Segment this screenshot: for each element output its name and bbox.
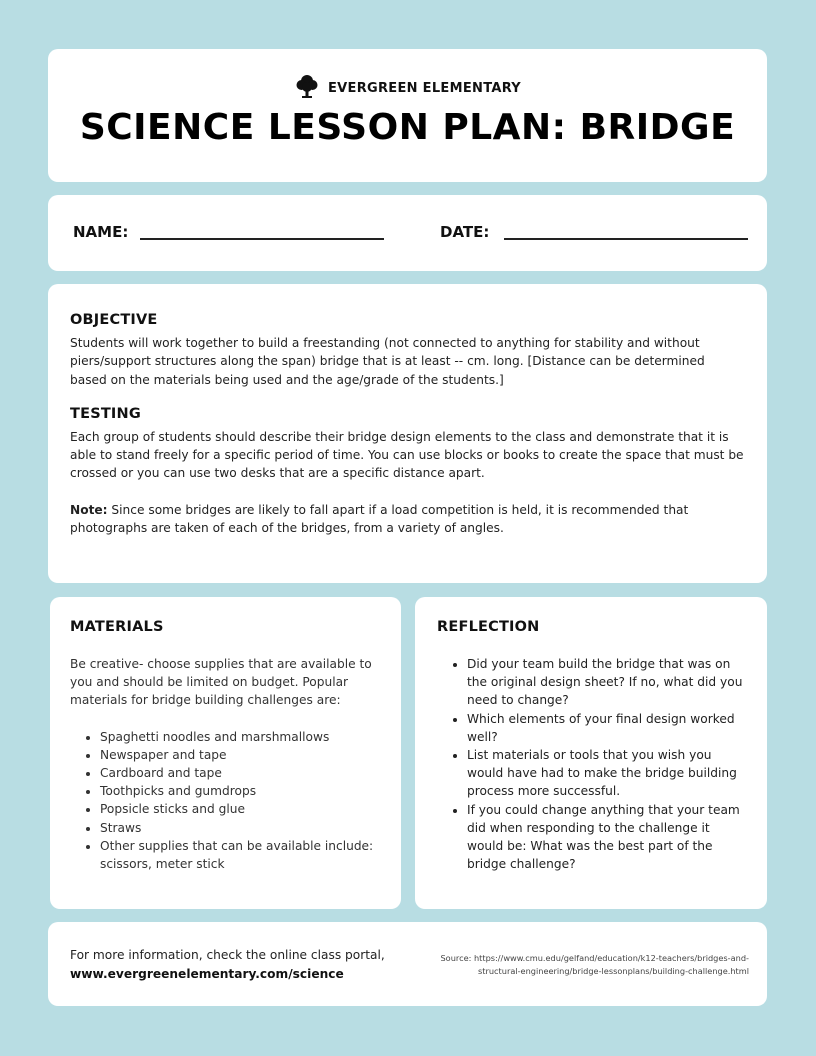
school-name: EVERGREEN ELEMENTARY (327, 80, 522, 96)
name-date-card (48, 195, 767, 271)
list-item: • Newspaper and tape (100, 746, 381, 764)
list-item: • List materials or tools that you wish you would have had to make the bridge building process more successful. (467, 746, 747, 801)
testing-text: Each group of students should describe their bridge design elements to the class and demonstrate that it is able to stand freely for a specific period of time. You can use blocks or books to create the space that must be crossed or you can use two desks that are a specific distance apart. (70, 429, 744, 481)
footer-info (70, 946, 410, 983)
note-paragraph (70, 501, 745, 538)
materials-list (70, 728, 381, 874)
objective-card (48, 284, 767, 583)
note-text: Since some bridges are likely to fall apart if a load competition is held, it is recommended that photographs are taken of each of the bridges, from a variety of angles. (70, 502, 689, 536)
list-item: • Spaghetti noodles and marshmallows (100, 728, 381, 746)
list-item: • Which elements of your final design worked well? (467, 710, 747, 746)
date-field[interactable] (504, 238, 748, 240)
reflection-list (437, 655, 747, 873)
materials-intro: Be creative- choose supplies that are available to you and should be limited on budget. Popular materials for bridge building challenges are: (70, 657, 372, 708)
list-item: • Other supplies that can be available include: scissors, meter stick (100, 837, 381, 873)
testing-heading: TESTING (70, 405, 141, 422)
school-branding (48, 73, 767, 103)
footer-card (48, 922, 767, 1006)
name-label: NAME: (73, 223, 129, 241)
reflection-card (415, 597, 767, 909)
footer-info-text: For more information, check the online class portal, (70, 948, 385, 962)
list-item: • Straws (100, 819, 381, 837)
note-label: Note: (70, 502, 108, 517)
materials-card (50, 597, 401, 909)
date-label: DATE: (440, 223, 490, 241)
reflection-heading: REFLECTION (437, 619, 540, 635)
list-item: • Popsicle sticks and glue (100, 800, 381, 818)
list-item: • Toothpicks and gumdrops (100, 782, 381, 800)
materials-heading: MATERIALS (70, 619, 164, 635)
portal-link[interactable]: www.evergreenelementary.com/science (70, 966, 344, 981)
name-field[interactable] (140, 238, 384, 240)
list-item: • If you could change anything that your team did when responding to the challenge it would be: What was the best part of the bridge challenge? (467, 801, 747, 874)
source-citation: Source: https://www.cmu.edu/gelfand/education/k12-teachers/bridges-and-structural-engineering/bridge-lessonplans/building-challenge.html (440, 953, 749, 976)
tree-icon (294, 73, 320, 103)
objective-heading: OBJECTIVE (70, 312, 158, 328)
list-item: • Did your team build the bridge that was on the original design sheet? If no, what did you need to change? (467, 655, 747, 710)
header-card (48, 49, 767, 182)
list-item: • Cardboard and tape (100, 764, 381, 782)
page-title: SCIENCE LESSON PLAN: BRIDGE (79, 107, 736, 148)
objective-text: Students will work together to build a freestanding (not connected to anything for stability and without piers/support structures along the span) bridge that is at least -- cm. long. [Distance can be determined based on the materials being used and the age/grade of the students.] (70, 336, 705, 387)
